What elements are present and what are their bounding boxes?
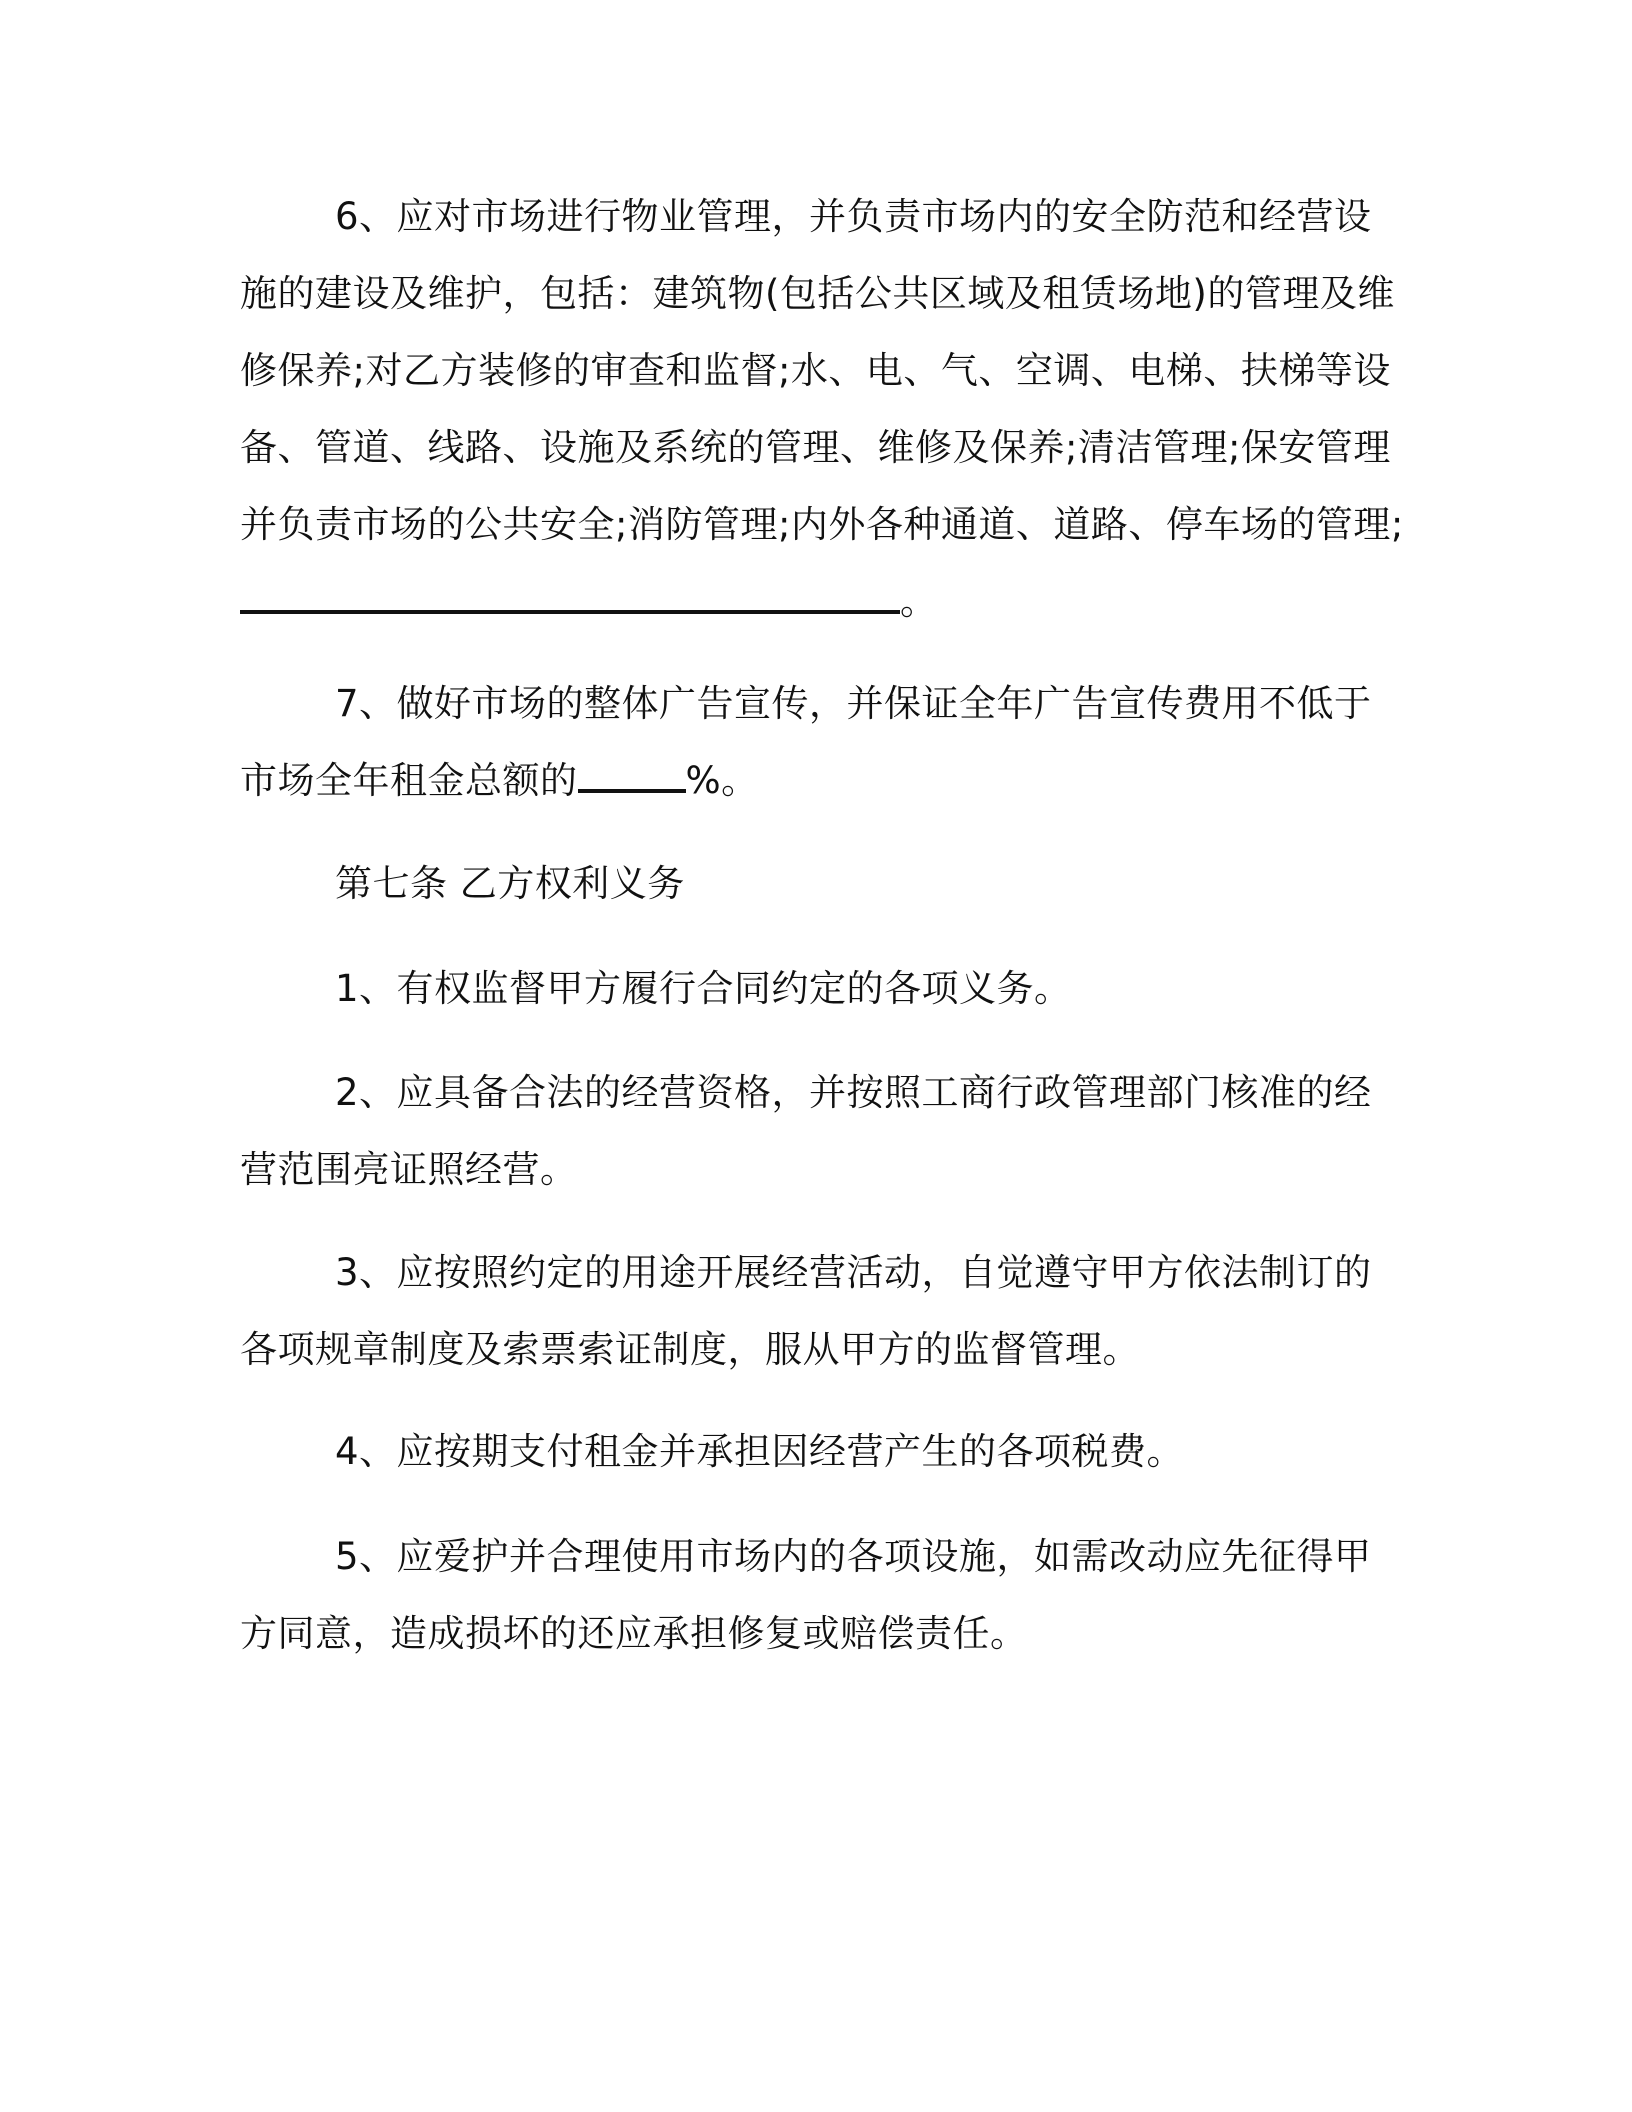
b-item-line: 3、应按照约定的用途开展经营活动，自觉遵守甲方依法制订的 (335, 1251, 1372, 1294)
clause-6-line: 并负责市场的公共安全;消防管理;内外各种通道、道路、停车场的管理; (240, 503, 1404, 546)
percent-blank (578, 759, 686, 793)
clause-7-line (240, 742, 1392, 819)
fill-in-blank-line (240, 572, 900, 614)
b-item-5 (240, 1518, 1392, 1672)
clause-6-line: 备、管道、线路、设施及系统的管理、维修及保养;清洁管理;保安管理 (240, 426, 1391, 469)
clause-6-paragraph (240, 178, 1404, 640)
b-item-line: 营范围亮证照经营。 (240, 1148, 578, 1191)
clause-7-prefix: 市场全年租金总额的 (240, 759, 578, 802)
article-heading-text: 第七条 乙方权利义务 (335, 862, 685, 905)
b-item-line: 5、应爱护并合理使用市场内的各项设施，如需改动应先征得甲 (335, 1535, 1372, 1578)
clause-6-line: 修保养;对乙方装修的审查和监督;水、电、气、空调、电梯、扶梯等设 (240, 349, 1391, 392)
b-item-4 (240, 1413, 1392, 1490)
clause-7-paragraph (240, 665, 1392, 819)
b-item-line: 2、应具备合法的经营资格，并按照工商行政管理部门核准的经 (335, 1071, 1372, 1114)
b-item-line: 1、有权监督甲方履行合同约定的各项义务。 (335, 967, 1072, 1010)
b-item-line: 4、应按期支付租金并承担因经营产生的各项税费。 (335, 1430, 1185, 1473)
clause-6-blank-line (240, 563, 1392, 640)
b-item-line: 方同意，造成损坏的还应承担修复或赔偿责任。 (240, 1612, 1028, 1655)
clause-7-line: 7、做好市场的整体广告宣传，并保证全年广告宣传费用不低于 (335, 682, 1372, 725)
percent-suffix: %。 (685, 759, 759, 802)
b-item-line: 各项规章制度及索票索证制度，服从甲方的监督管理。 (240, 1328, 1140, 1371)
b-item-2 (240, 1054, 1392, 1208)
period-mark: 。 (900, 580, 938, 623)
b-item-3 (240, 1234, 1392, 1388)
clause-6-line: 6、应对市场进行物业管理，并负责市场内的安全防范和经营设 (335, 195, 1372, 238)
article-7-heading (240, 845, 1392, 922)
clause-6-line: 施的建设及维护，包括：建筑物(包括公共区域及租赁场地)的管理及维 (240, 272, 1395, 315)
b-item-1 (240, 950, 1392, 1027)
